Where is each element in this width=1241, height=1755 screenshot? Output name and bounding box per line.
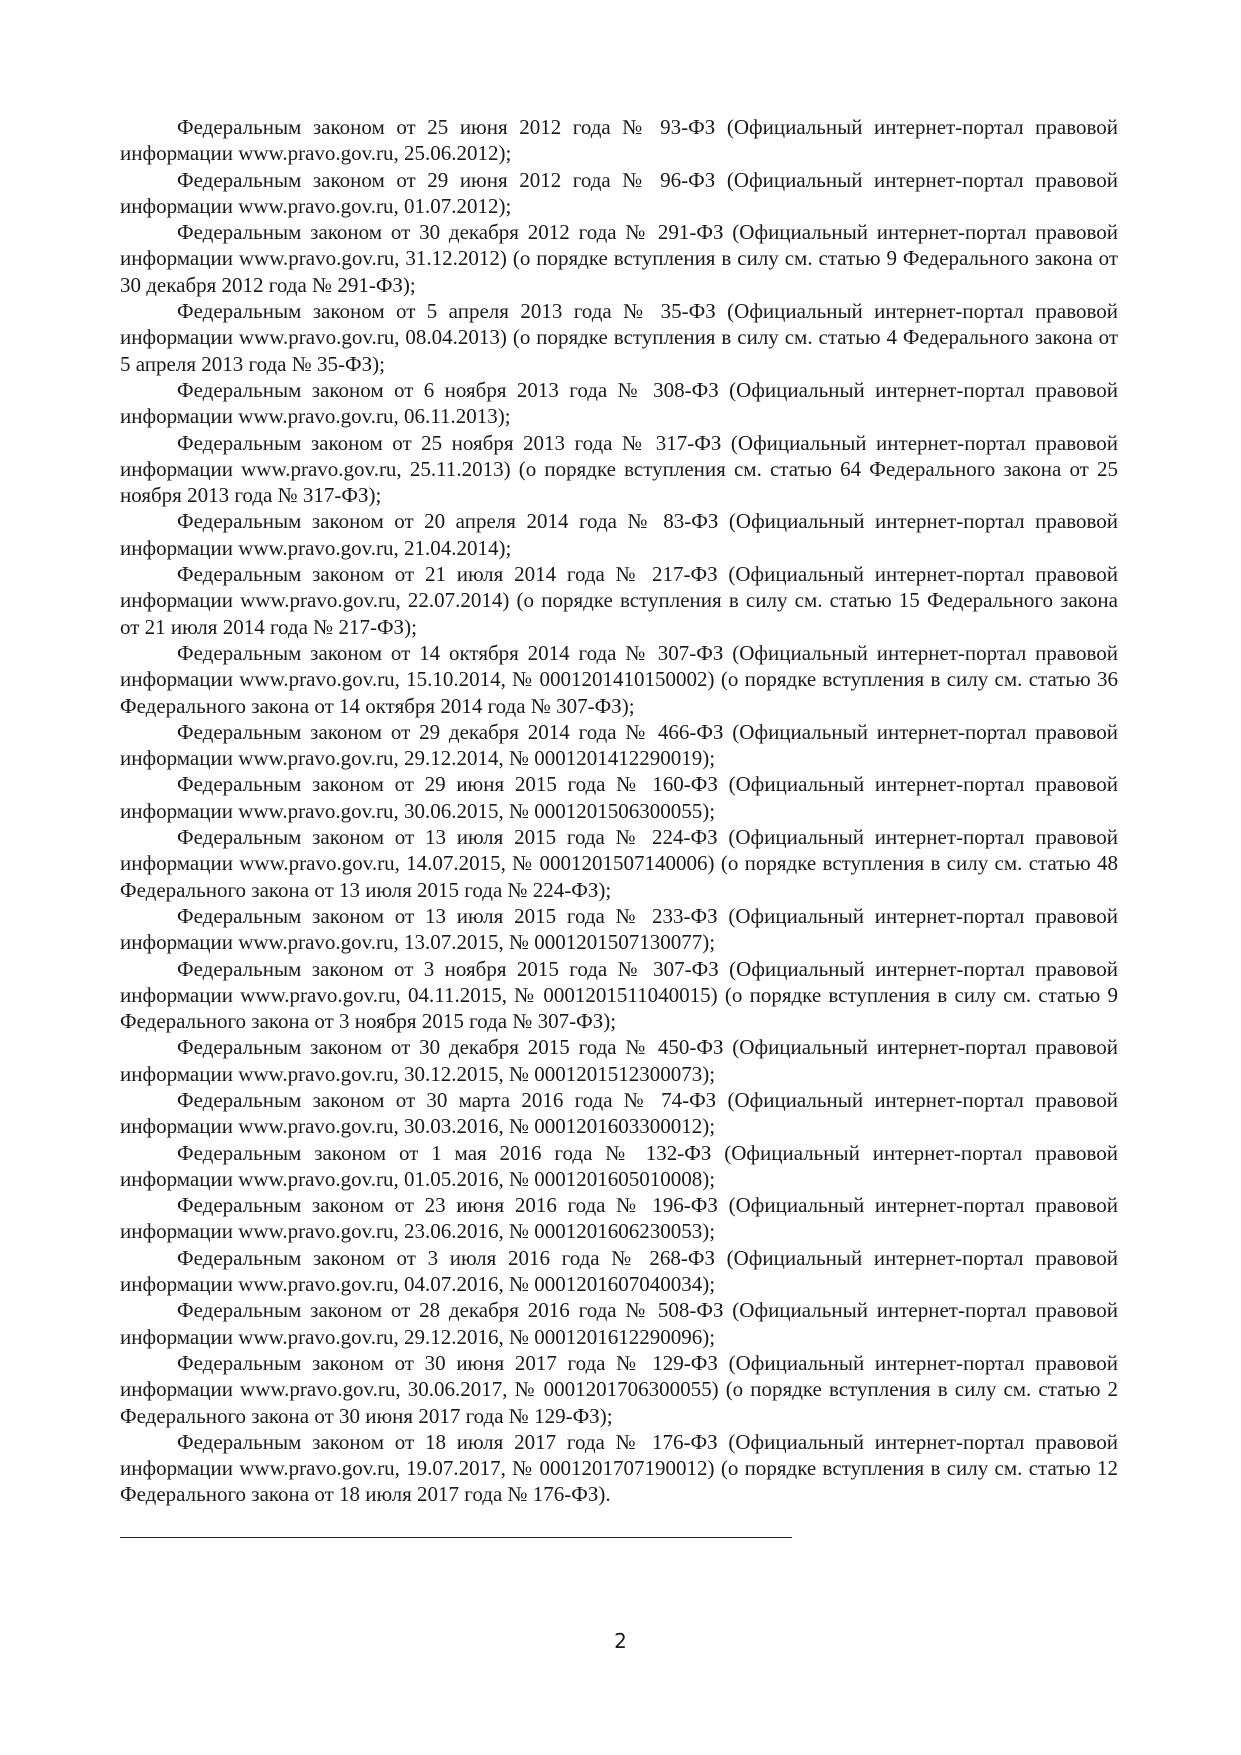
amendment-paragraph: Федеральным законом от 18 июля 2017 года № 176-ФЗ (Официальный интернет-портал правовой информации www.pravo.gov.ru, 19.07.2017, № 0001201707190012) (о порядке вступления в силу см. статью 12 Федерального закона от 18 июля 2017 года № 176-ФЗ). xyxy=(120,1429,1118,1507)
amendment-paragraph: Федеральным законом от 20 апреля 2014 года № 83-ФЗ (Официальный интернет-портал правовой информации www.pravo.gov.ru, 21.04.2014); xyxy=(120,509,1118,560)
amendment-paragraph: Федеральным законом от 30 декабря 2012 года № 291-ФЗ (Официальный интернет-портал правовой информации www.pravo.gov.ru, 31.12.2012) (о порядке вступления в силу см. статью 9 Федерального закона от 30 декабря 2012 года № 291-ФЗ); xyxy=(120,220,1118,297)
amendment-paragraph: Федеральным законом от 5 апреля 2013 года № 35-ФЗ (Официальный интернет-портал правовой информации www.pravo.gov.ru, 08.04.2013) (о порядке вступления в силу см. статью 4 Федерального закона от 5 апреля 2013 года № 35-ФЗ); xyxy=(120,299,1118,376)
amendment-paragraph: Федеральным законом от 30 марта 2016 года № 74-ФЗ (Официальный интернет-портал правовой информации www.pravo.gov.ru, 30.03.2016, № 0001201603300012); xyxy=(120,1087,1118,1139)
amendment-paragraph: Федеральным законом от 6 ноября 2013 года № 308-ФЗ (Официальный интернет-портал правовой информации www.pravo.gov.ru, 06.11.2013); xyxy=(120,377,1118,429)
amendment-paragraph: Федеральным законом от 29 декабря 2014 года № 466-ФЗ (Официальный интернет-портал правовой информации www.pravo.gov.ru, 29.12.2014, № 0001201412290019); xyxy=(120,719,1118,771)
amendment-paragraph: Федеральным законом от 3 июля 2016 года № 268-ФЗ (Официальный интернет-портал правовой информации www.pravo.gov.ru, 04.07.2016, № 0001201607040034); xyxy=(120,1245,1118,1297)
amendment-paragraph: Федеральным законом от 23 июня 2016 года № 196-ФЗ (Официальный интернет-портал правовой информации www.pravo.gov.ru, 23.06.2016, № 0001201606230053); xyxy=(120,1193,1118,1244)
amendment-paragraph: Федеральным законом от 30 декабря 2015 года № 450-ФЗ (Официальный интернет-портал правовой информации www.pravo.gov.ru, 30.12.2015, № 0001201512300073); xyxy=(120,1035,1118,1086)
amendment-paragraph: Федеральным законом от 28 декабря 2016 года № 508-ФЗ (Официальный интернет-портал правовой информации www.pravo.gov.ru, 29.12.2016, № 0001201612290096); xyxy=(120,1298,1118,1349)
amendment-paragraph: Федеральным законом от 14 октября 2014 года № 307-ФЗ (Официальный интернет-портал правовой информации www.pravo.gov.ru, 15.10.2014, № 0001201410150002) (о порядке вступления в силу см. статью 36 Федерального закона от 14 октября 2014 года № 307-ФЗ); xyxy=(120,640,1118,718)
amendment-paragraph: Федеральным законом от 30 июня 2017 года № 129-ФЗ (Официальный интернет-портал правовой информации www.pravo.gov.ru, 30.06.2017, № 0001201706300055) (о порядке вступления в силу см. статью 2 Федерального закона от 30 июня 2017 года № 129-ФЗ); xyxy=(120,1350,1118,1428)
amendment-paragraph: Федеральным законом от 1 мая 2016 года № 132-ФЗ (Официальный интернет-портал правовой информации www.pravo.gov.ru, 01.05.2016, № 0001201605010008); xyxy=(120,1140,1118,1191)
amendments-list xyxy=(120,114,1118,1508)
amendment-paragraph: Федеральным законом от 29 июня 2012 года № 96-ФЗ (Официальный интернет-портал правовой информации www.pravo.gov.ru, 01.07.2012); xyxy=(120,167,1118,218)
amendment-paragraph: Федеральным законом от 13 июля 2015 года № 233-ФЗ (Официальный интернет-портал правовой информации www.pravo.gov.ru, 13.07.2015, № 0001201507130077); xyxy=(120,903,1118,955)
amendment-paragraph: Федеральным законом от 25 июня 2012 года № 93-ФЗ (Официальный интернет-портал правовой информации www.pravo.gov.ru, 25.06.2012); xyxy=(120,115,1118,166)
amendment-paragraph: Федеральным законом от 25 ноября 2013 года № 317-ФЗ (Официальный интернет-портал правовой информации www.pravo.gov.ru, 25.11.2013) (о порядке вступления см. статью 64 Федерального закона от 25 ноября 2013 года № 317-ФЗ); xyxy=(120,430,1118,508)
amendment-paragraph: Федеральным законом от 21 июля 2014 года № 217-ФЗ (Официальный интернет-портал правовой информации www.pravo.gov.ru, 22.07.2014) (о порядке вступления в силу см. статью 15 Федерального закона от 21 июля 2014 года № 217-ФЗ); xyxy=(120,562,1118,639)
amendment-paragraph: Федеральным законом от 13 июля 2015 года № 224-ФЗ (Официальный интернет-портал правовой информации www.pravo.gov.ru, 14.07.2015, № 0001201507140006) (о порядке вступления в силу см. статью 48 Федерального закона от 13 июля 2015 года № 224-ФЗ); xyxy=(120,825,1118,902)
amendment-paragraph: Федеральным законом от 29 июня 2015 года № 160-ФЗ (Официальный интернет-портал правовой информации www.pravo.gov.ru, 30.06.2015, № 0001201506300055); xyxy=(120,772,1118,823)
footnote-divider xyxy=(120,1537,792,1538)
page-number: 2 xyxy=(614,1629,627,1653)
amendment-paragraph: Федеральным законом от 3 ноября 2015 года № 307-ФЗ (Официальный интернет-портал правовой информации www.pravo.gov.ru, 04.11.2015, № 0001201511040015) (о порядке вступления в силу см. статью 9 Федерального закона от 3 ноября 2015 года № 307-ФЗ); xyxy=(120,956,1118,1034)
